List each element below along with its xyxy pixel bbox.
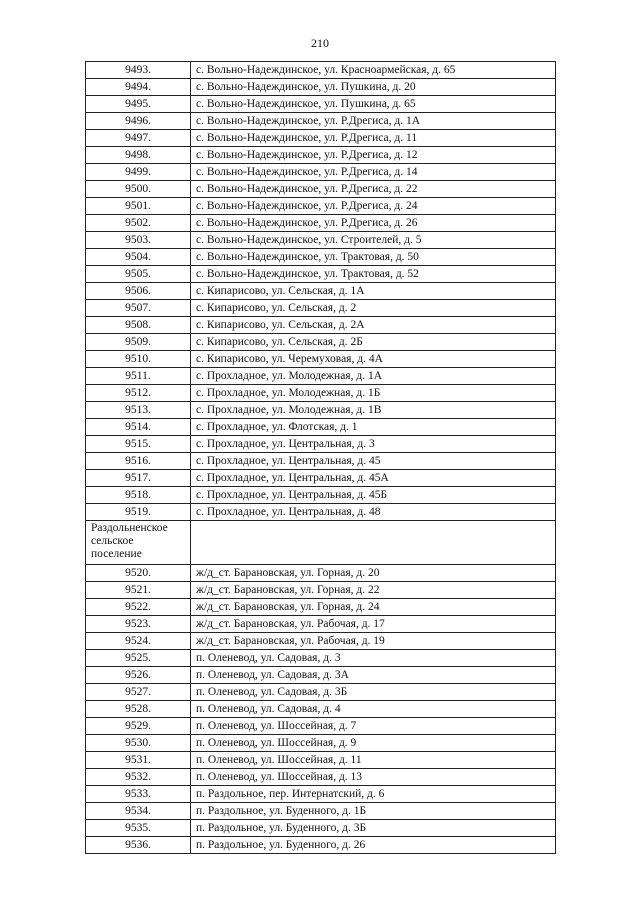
table-row xyxy=(86,113,556,130)
row-address: п. Оленевод, ул. Шоссейная, д. 7 xyxy=(191,718,556,735)
row-address: с. Кипарисово, ул. Сельская, д. 1А xyxy=(191,283,556,300)
row-number: 9514. xyxy=(86,419,191,436)
row-number: 9511. xyxy=(86,368,191,385)
table-row xyxy=(86,62,556,79)
row-number: 9506. xyxy=(86,283,191,300)
row-address: с. Вольно-Надеждинское, ул. Р.Дрегиса, д. 24 xyxy=(191,198,556,215)
row-number: 9529. xyxy=(86,718,191,735)
row-address: с. Вольно-Надеждинское, ул. Пушкина, д. 20 xyxy=(191,79,556,96)
table-row xyxy=(86,147,556,164)
row-number: 9504. xyxy=(86,249,191,266)
row-address: п. Оленевод, ул. Садовая, д. 3 xyxy=(191,650,556,667)
table-row xyxy=(86,249,556,266)
row-address: с. Прохладное, ул. Центральная, д. 3 xyxy=(191,436,556,453)
table-row xyxy=(86,701,556,718)
row-number: 9518. xyxy=(86,487,191,504)
address-table-body-part2 xyxy=(86,565,556,854)
table-row xyxy=(86,164,556,181)
row-number: 9532. xyxy=(86,769,191,786)
row-number: 9503. xyxy=(86,232,191,249)
row-address: с. Прохладное, ул. Центральная, д. 45Б xyxy=(191,487,556,504)
row-number: 9500. xyxy=(86,181,191,198)
table-row xyxy=(86,487,556,504)
row-address: с. Вольно-Надеждинское, ул. Р.Дрегиса, д. 11 xyxy=(191,130,556,147)
row-address: с. Вольно-Надеждинское, ул. Строителей, д. 5 xyxy=(191,232,556,249)
row-address: с. Прохладное, ул. Центральная, д. 45А xyxy=(191,470,556,487)
row-number: 9508. xyxy=(86,317,191,334)
row-address: п. Оленевод, ул. Садовая, д. 3А xyxy=(191,667,556,684)
table-row xyxy=(86,215,556,232)
table-row xyxy=(86,837,556,854)
table-row xyxy=(86,130,556,147)
row-number: 9497. xyxy=(86,130,191,147)
row-number: 9533. xyxy=(86,786,191,803)
row-number: 9524. xyxy=(86,633,191,650)
table-row xyxy=(86,419,556,436)
row-address: с. Вольно-Надеждинское, ул. Трактовая, д. 50 xyxy=(191,249,556,266)
table-row xyxy=(86,718,556,735)
table-row xyxy=(86,504,556,521)
row-number: 9536. xyxy=(86,837,191,854)
table-row xyxy=(86,283,556,300)
row-address: п. Раздольное, ул. Буденного, д. 26 xyxy=(191,837,556,854)
table-row xyxy=(86,786,556,803)
row-number: 9495. xyxy=(86,96,191,113)
table-row xyxy=(86,582,556,599)
row-address: с. Кипарисово, ул. Сельская, д. 2 xyxy=(191,300,556,317)
row-number: 9513. xyxy=(86,402,191,419)
row-address: с. Прохладное, ул. Центральная, д. 48 xyxy=(191,504,556,521)
table-row xyxy=(86,684,556,701)
row-number: 9515. xyxy=(86,436,191,453)
table-row xyxy=(86,820,556,837)
row-number: 9531. xyxy=(86,752,191,769)
table-row xyxy=(86,803,556,820)
section-empty-cell xyxy=(191,521,556,565)
row-number: 9522. xyxy=(86,599,191,616)
row-address: п. Оленевод, ул. Садовая, д. 4 xyxy=(191,701,556,718)
row-address: п. Оленевод, ул. Шоссейная, д. 9 xyxy=(191,735,556,752)
row-number: 9509. xyxy=(86,334,191,351)
row-address: п. Оленевод, ул. Шоссейная, д. 13 xyxy=(191,769,556,786)
row-address: с. Прохладное, ул. Молодежная, д. 1В xyxy=(191,402,556,419)
section-header-group xyxy=(86,521,556,565)
row-address: с. Вольно-Надеждинское, ул. Р.Дрегиса, д. 12 xyxy=(191,147,556,164)
table-row xyxy=(86,181,556,198)
address-table-body-part1 xyxy=(86,62,556,521)
row-number: 9501. xyxy=(86,198,191,215)
table-row xyxy=(86,599,556,616)
table-row xyxy=(86,752,556,769)
row-address: с. Вольно-Надеждинское, ул. Красноармейская, д. 65 xyxy=(191,62,556,79)
row-number: 9519. xyxy=(86,504,191,521)
row-number: 9505. xyxy=(86,266,191,283)
row-address: ж/д_ст. Барановская, ул. Горная, д. 22 xyxy=(191,582,556,599)
table-row xyxy=(86,232,556,249)
row-number: 9499. xyxy=(86,164,191,181)
table-row xyxy=(86,96,556,113)
table-row xyxy=(86,667,556,684)
row-address: ж/д_ст. Барановская, ул. Рабочая, д. 19 xyxy=(191,633,556,650)
table-row xyxy=(86,300,556,317)
row-address: ж/д_ст. Барановская, ул. Рабочая, д. 17 xyxy=(191,616,556,633)
row-address: п. Раздольное, ул. Буденного, д. 1Б xyxy=(191,803,556,820)
row-number: 9512. xyxy=(86,385,191,402)
row-address: с. Прохладное, ул. Флотская, д. 1 xyxy=(191,419,556,436)
row-number: 9535. xyxy=(86,820,191,837)
row-number: 9494. xyxy=(86,79,191,96)
table-row xyxy=(86,317,556,334)
table-row xyxy=(86,334,556,351)
row-address: с. Прохладное, ул. Центральная, д. 45 xyxy=(191,453,556,470)
row-address: с. Вольно-Надеждинское, ул. Пушкина, д. 65 xyxy=(191,96,556,113)
row-number: 9520. xyxy=(86,565,191,582)
row-number: 9530. xyxy=(86,735,191,752)
row-address: с. Вольно-Надеждинское, ул. Р.Дрегиса, д. 14 xyxy=(191,164,556,181)
row-address: ж/д_ст. Барановская, ул. Горная, д. 20 xyxy=(191,565,556,582)
row-number: 9528. xyxy=(86,701,191,718)
row-address: п. Раздольное, пер. Интернатский, д. 6 xyxy=(191,786,556,803)
row-number: 9521. xyxy=(86,582,191,599)
row-address: с. Вольно-Надеждинское, ул. Трактовая, д. 52 xyxy=(191,266,556,283)
table-row xyxy=(86,436,556,453)
row-number: 9525. xyxy=(86,650,191,667)
page-number: 210 xyxy=(311,36,329,50)
address-table xyxy=(85,61,556,854)
row-number: 9493. xyxy=(86,62,191,79)
table-row xyxy=(86,198,556,215)
table-row xyxy=(86,385,556,402)
row-number: 9517. xyxy=(86,470,191,487)
row-address: с. Прохладное, ул. Молодежная, д. 1А xyxy=(191,368,556,385)
table-row xyxy=(86,402,556,419)
row-number: 9523. xyxy=(86,616,191,633)
table-row xyxy=(86,633,556,650)
row-address: с. Прохладное, ул. Молодежная, д. 1Б xyxy=(191,385,556,402)
row-number: 9502. xyxy=(86,215,191,232)
table-row xyxy=(86,266,556,283)
row-number: 9527. xyxy=(86,684,191,701)
row-address: с. Кипарисово, ул. Сельская, д. 2А xyxy=(191,317,556,334)
row-address: с. Вольно-Надеждинское, ул. Р.Дрегиса, д. 26 xyxy=(191,215,556,232)
section-header-row xyxy=(86,521,556,565)
table-row xyxy=(86,351,556,368)
row-number: 9510. xyxy=(86,351,191,368)
table-row xyxy=(86,565,556,582)
row-number: 9516. xyxy=(86,453,191,470)
row-number: 9534. xyxy=(86,803,191,820)
row-address: п. Оленевод, ул. Шоссейная, д. 11 xyxy=(191,752,556,769)
row-address: с. Кипарисово, ул. Сельская, д. 2Б xyxy=(191,334,556,351)
row-address: п. Оленевод, ул. Садовая, д. 3Б xyxy=(191,684,556,701)
row-address: п. Раздольное, ул. Буденного, д. 3Б xyxy=(191,820,556,837)
table-row xyxy=(86,453,556,470)
table-row xyxy=(86,650,556,667)
section-title: Раздольненское сельское поселение xyxy=(86,521,191,565)
table-row xyxy=(86,735,556,752)
row-number: 9496. xyxy=(86,113,191,130)
row-address: ж/д_ст. Барановская, ул. Горная, д. 24 xyxy=(191,599,556,616)
row-number: 9507. xyxy=(86,300,191,317)
row-address: с. Вольно-Надеждинское, ул. Р.Дрегиса, д. 22 xyxy=(191,181,556,198)
table-row xyxy=(86,368,556,385)
table-row xyxy=(86,79,556,96)
row-number: 9498. xyxy=(86,147,191,164)
table-row xyxy=(86,470,556,487)
row-number: 9526. xyxy=(86,667,191,684)
table-row xyxy=(86,769,556,786)
row-address: с. Кипарисово, ул. Черемуховая, д. 4А xyxy=(191,351,556,368)
row-address: с. Вольно-Надеждинское, ул. Р.Дрегиса, д. 1А xyxy=(191,113,556,130)
table-row xyxy=(86,616,556,633)
